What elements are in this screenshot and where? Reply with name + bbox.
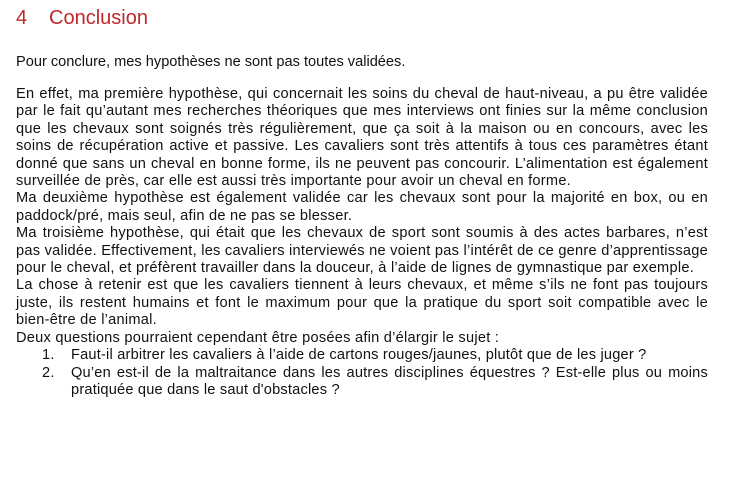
- paragraph-second-hypothesis: Ma deuxième hypothèse est également validée car les chevaux sont pour la majorité en box, ou en paddock/pré, mais seul, afin de ne pas se blesser.: [16, 190, 708, 224]
- list-item-number: 2.: [42, 364, 55, 381]
- document-page: [16, 0, 708, 399]
- paragraph-takeaway: La chose à retenir est que les cavaliers tiennent à leurs chevaux, et même s’ils ne font pas toujours juste, ils restent humains et font le maximum pour que la pratique du sport soit compatible avec le bien-être de l’animal.: [16, 277, 708, 329]
- list-item-number: 1.: [42, 347, 55, 364]
- paragraph-first-hypothesis: En effet, ma première hypothèse, qui concernait les soins du cheval de haut-niveau, a pu être validée par le fait qu’autant mes recherches théoriques que mes interviews ont finies sur la même conclusion que les chevaux sont soignés très régulièrement, que ça soit à la maison ou en concours, avec les soins de récupération active et passive. Les cavaliers sont très attentifs à tous ces paramètres étant donné que sans un cheval en bonne forme, ils ne peuvent pas concourir. L’alimentation est également surveillée de près, car elle est aussi très importante pour avoir un cheval en forme.: [16, 86, 708, 190]
- section-heading: [16, 6, 708, 34]
- questions-intro: Deux questions pourraient cependant être posées afin d’élargir le sujet :: [16, 329, 500, 346]
- list-item-text: Qu’en est-il de la maltraitance dans les autres disciplines équestres ? Est-elle plus ou moins pratiquée que dans le saut d'obstacles ?: [71, 364, 708, 398]
- section-number: 4: [16, 7, 28, 29]
- section-title: Conclusion: [49, 7, 148, 29]
- list-item: [16, 365, 708, 400]
- conclusion-body: [16, 86, 708, 399]
- list-item: [16, 347, 708, 364]
- paragraph-third-hypothesis: Ma troisième hypothèse, qui était que les chevaux de sport sont soumis à des actes barbares, n’est pas validée. Effectivement, les cavaliers interviewés ne voient pas l’intérêt de ce genre d’apprentissage pour le cheval, et préfèrent travailler dans la douceur, à l’aide de lignes de gymnastique par exemple.: [16, 225, 708, 277]
- intro-sentence: Pour conclure, mes hypothèses ne sont pas toutes validées.: [16, 54, 406, 70]
- questions-list: [16, 347, 708, 399]
- list-item-text: Faut-il arbitrer les cavaliers à l’aide de cartons rouges/jaunes, plutôt que de les juger ?: [71, 347, 647, 364]
